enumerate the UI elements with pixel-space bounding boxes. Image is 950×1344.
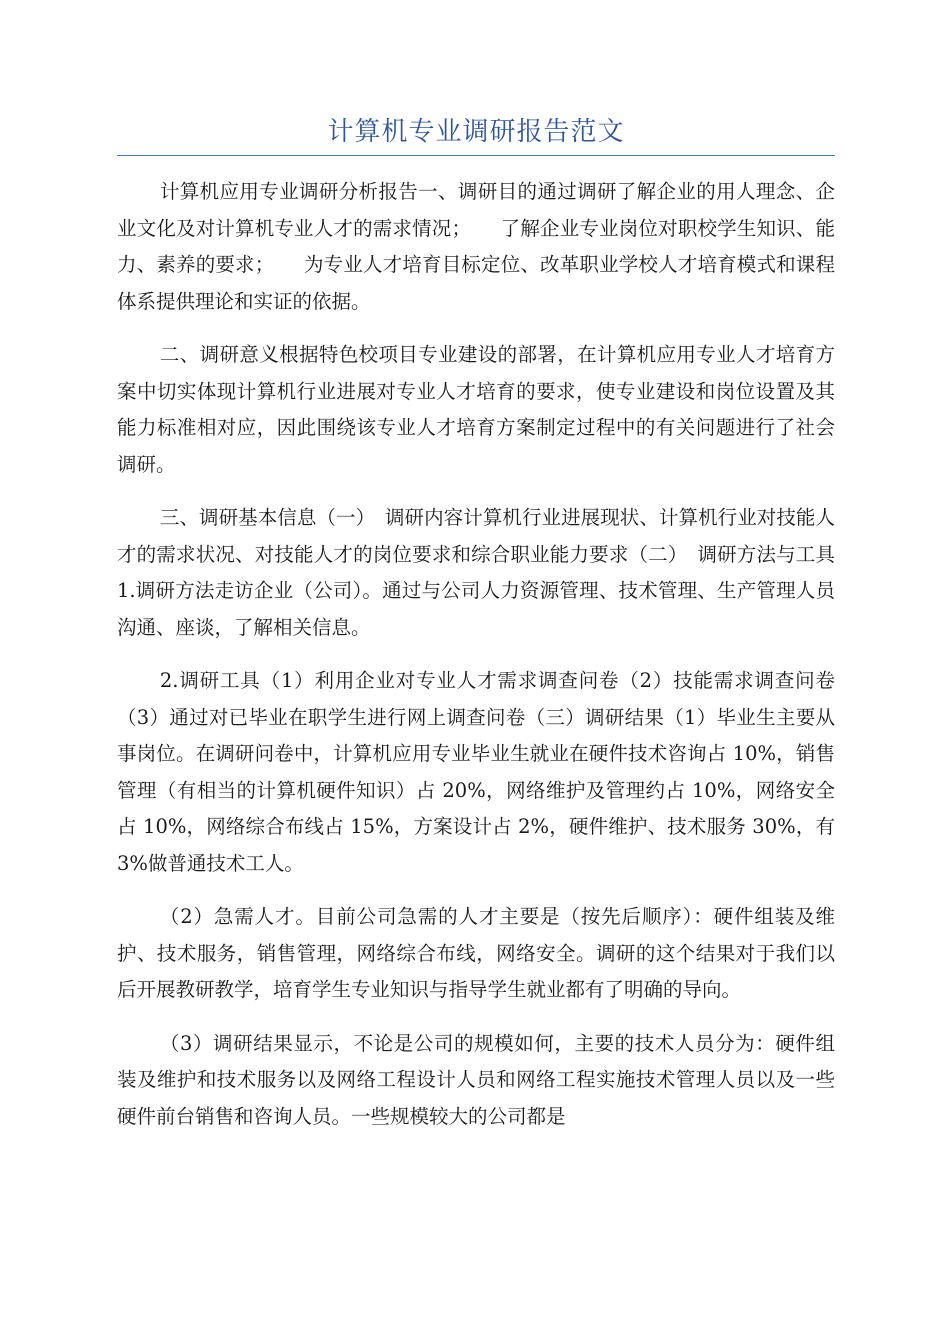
paragraph-basic-info: 三、调研基本信息（一） 调研内容计算机行业进展现状、计算机行业对技能人才的需求状况、对技能人才的岗位要求和综合职业能力要求（二） 调研方法与工具 1.调研方法走访企业（公司）。通过与公司人力资源管理、技术管理、生产管理人员沟通、座谈，了解相关信息。 (117, 506, 835, 639)
paragraph-significance: 二、调研意义根据特色校项目专业建设的部署，在计算机应用专业人才培育方案中切实体现计算机行业进展对专业人才培育的要求，使专业建设和岗位设置及其能力标准相对应，因此围绕该专业人才培育方案制定过程中的有关问题进行了社会调研。 (117, 343, 835, 476)
paragraph-urgent-talent: （2）急需人才。目前公司急需的人才主要是（按先后顺序）：硬件组装及维护、技术服务，销售管理，网络综合布线，网络安全。调研的这个结果对于我们以后开展教研教学，培育学生专业知识与指导学生就业都有了明确的导向。 (117, 905, 835, 1001)
paragraph-survey-findings: （3）调研结果显示，不论是公司的规模如何，主要的技术人员分为：硬件组装及维护和技术服务以及网络工程设计人员和网络工程实施技术管理人员以及一些硬件前台销售和咨询人员。一些规模较大的公司都是 (117, 1031, 835, 1128)
paragraph-purpose: 计算机应用专业调研分析报告一、调研目的通过调研了解企业的用人理念、企业文化及对计算机专业人才的需求情况； 了解企业专业岗位对职校学生知识、能力、素养的要求； 为专业人才培育目标定位、改革职业学校人才培育模式和课程体系提供理论和实证的依据。 (117, 180, 835, 313)
document-body (117, 174, 835, 1152)
title-underline (117, 155, 835, 156)
paragraph-tools-results: 2.调研工具（1）利用企业对专业人才需求调查问卷（2）技能需求调查问卷（3）通过对已毕业在职学生进行网上调查问卷（三）调研结果（1）毕业生主要从事岗位。在调研问卷中，计算机应用专业毕业生就业在硬件技术咨询占 10%，销售管理（有相当的计算机硬件知识）占 20%，网络维护及管理约占 10%，网络安全占 10%，网络综合布线占 15%，方案设计占 2%，硬件维护、技术服务 30%，有 3%做普通技术工人。 (117, 669, 835, 875)
document-title: 计算机专业调研报告范文 (327, 117, 625, 147)
